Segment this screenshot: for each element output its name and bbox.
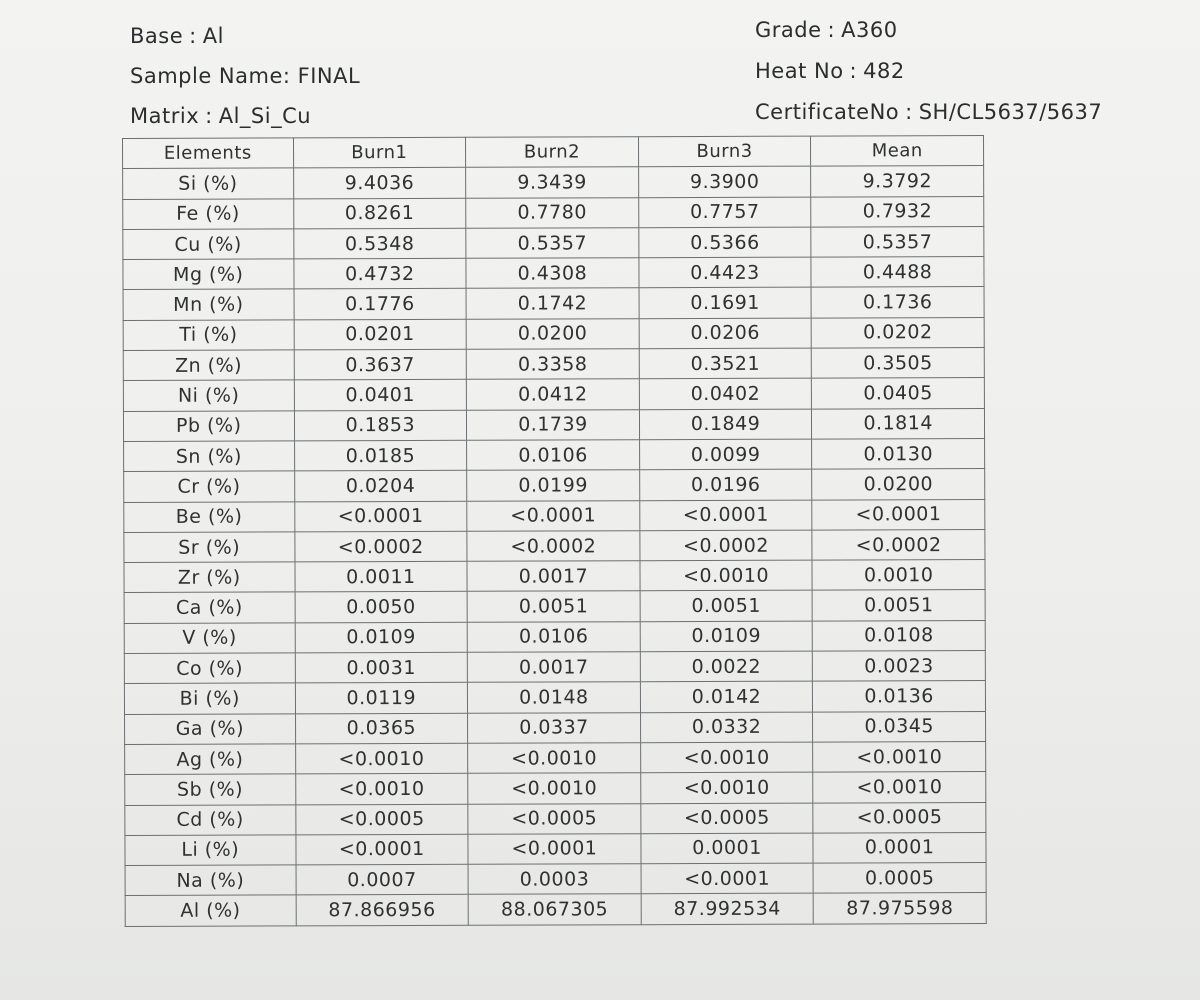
burn1-cell: <0.0005 [295, 804, 468, 835]
base-line [130, 16, 360, 56]
burn2-cell: 0.7780 [466, 197, 639, 228]
mean-cell: 0.4488 [811, 257, 984, 288]
mean-cell: 0.0136 [813, 681, 986, 712]
table-row [125, 832, 986, 865]
burn1-cell: 0.0050 [295, 592, 468, 623]
burn3-cell: 0.5366 [639, 227, 812, 258]
table-row [123, 166, 984, 199]
burn3-cell: 0.0109 [640, 621, 813, 652]
burn3-cell: <0.0005 [641, 803, 814, 834]
burn1-cell: <0.0001 [295, 834, 468, 865]
mean-cell: 0.0202 [811, 317, 984, 348]
colon-separator: : [905, 100, 913, 124]
table-row [123, 226, 984, 259]
mean-cell: 0.1814 [812, 408, 985, 439]
table-row [125, 802, 986, 835]
matrix-value: Al_Si_Cu [218, 104, 312, 128]
burn1-cell: <0.0002 [294, 531, 467, 562]
mean-cell: <0.0005 [813, 802, 986, 833]
burn3-cell: 0.1691 [639, 288, 812, 319]
burn3-cell: 0.0001 [641, 833, 814, 864]
burn3-cell: 0.0402 [639, 378, 812, 409]
mean-cell: 0.0051 [812, 590, 985, 621]
colon-separator: : [205, 104, 213, 128]
burn2-cell: 0.1739 [467, 409, 640, 440]
burn2-cell: 0.5357 [466, 228, 639, 259]
mean-cell: 0.5357 [811, 226, 984, 257]
element-cell: Bi (%) [124, 683, 295, 714]
burn1-cell: 9.4036 [293, 168, 466, 199]
column-header-burn2: Burn2 [466, 137, 639, 168]
burn2-cell: 9.3439 [466, 167, 639, 198]
element-cell: Zn (%) [123, 350, 294, 381]
table-row [125, 741, 986, 774]
element-cell: Ti (%) [123, 320, 294, 351]
table-row [123, 408, 984, 441]
matrix-line [130, 96, 360, 136]
certificate-no-label: CertificateNo [755, 100, 900, 124]
grade-label: Grade [755, 18, 822, 42]
burn3-cell: 87.992534 [641, 894, 814, 925]
header-row [123, 135, 984, 168]
element-cell: Zr (%) [124, 562, 295, 593]
burn1-cell: 0.4732 [293, 258, 466, 289]
table-row [124, 651, 985, 684]
burn2-cell: <0.0002 [467, 531, 640, 562]
burn1-cell: 0.0204 [294, 471, 467, 502]
burn2-cell: <0.0010 [468, 773, 641, 804]
mean-cell: 0.0200 [812, 469, 985, 500]
table-body [123, 166, 987, 926]
burn1-cell: 0.0109 [295, 622, 468, 653]
burn2-cell: 0.0412 [466, 379, 639, 410]
burn2-cell: 88.067305 [468, 894, 641, 925]
burn1-cell: 0.1776 [294, 289, 467, 320]
burn1-cell: 0.0201 [294, 319, 467, 350]
mean-cell: 87.975598 [813, 893, 986, 924]
burn2-cell: <0.0001 [468, 834, 641, 865]
table-row [124, 620, 985, 653]
element-cell: Sb (%) [125, 774, 296, 805]
column-header-burn1: Burn1 [293, 137, 466, 168]
table-row [123, 378, 984, 411]
burn3-cell: <0.0010 [640, 742, 813, 773]
table-row [124, 681, 985, 714]
colon-separator: : [827, 18, 836, 42]
certificate-no-value: SH/CL5637/5637 [918, 100, 1103, 124]
mean-cell: 0.7932 [811, 196, 984, 227]
sample-name-label: Sample Name: [130, 64, 291, 88]
sample-name-line [130, 56, 360, 96]
burn2-cell: <0.0001 [467, 500, 640, 531]
burn3-cell: 0.0206 [639, 318, 812, 349]
burn1-cell: 0.0185 [294, 440, 467, 471]
burn2-cell: 0.0051 [467, 591, 640, 622]
burn2-cell: <0.0010 [468, 743, 641, 774]
burn2-cell: <0.0005 [468, 803, 641, 834]
burn3-cell: 0.4423 [639, 257, 812, 288]
table-row [125, 772, 986, 805]
colon-separator: : [189, 24, 197, 48]
burn2-cell: 0.0148 [468, 682, 641, 713]
burn2-cell: 0.0003 [468, 864, 641, 895]
table-row [123, 196, 984, 229]
mean-cell: 0.0108 [813, 620, 986, 651]
heat-no-value: 482 [863, 59, 905, 83]
mean-cell: 0.0010 [812, 560, 985, 591]
burn2-cell: 0.0337 [468, 712, 641, 743]
burn3-cell: <0.0002 [640, 530, 813, 561]
mean-cell: 0.1736 [811, 287, 984, 318]
element-cell: Sn (%) [124, 441, 295, 472]
element-cell: Cu (%) [123, 229, 294, 260]
burn1-cell: <0.0001 [294, 501, 467, 532]
heat-no-label: Heat No [755, 59, 844, 83]
burn3-cell: 0.0332 [640, 712, 813, 743]
column-header-mean: Mean [811, 135, 984, 166]
element-cell: Be (%) [124, 501, 295, 532]
element-cell: Ca (%) [124, 592, 295, 623]
element-cell: V (%) [124, 623, 295, 654]
mean-cell: 0.0001 [813, 832, 986, 863]
burn2-cell: 0.0200 [466, 318, 639, 349]
element-cell: Pb (%) [123, 411, 294, 442]
element-cell: Cd (%) [125, 804, 296, 835]
burn3-cell: 0.3521 [639, 348, 812, 379]
burn3-cell: <0.0001 [641, 863, 814, 894]
table-row [123, 257, 984, 290]
burn3-cell: 9.3900 [638, 166, 811, 197]
mean-cell: <0.0001 [812, 499, 985, 530]
mean-cell: 0.0005 [813, 863, 986, 894]
base-label: Base [130, 24, 184, 48]
element-cell: Ag (%) [125, 744, 296, 775]
burn2-cell: 0.1742 [466, 288, 639, 319]
mean-cell: <0.0010 [813, 772, 986, 803]
table-row [123, 348, 984, 381]
element-cell: Li (%) [125, 835, 296, 866]
burn3-cell: 0.0196 [639, 469, 812, 500]
burn3-cell: 0.0142 [640, 681, 813, 712]
element-cell: Al (%) [125, 895, 296, 926]
burn3-cell: <0.0010 [640, 772, 813, 803]
burn1-cell: 0.0401 [294, 380, 467, 411]
matrix-label: Matrix [130, 104, 200, 128]
burn1-cell: 0.0007 [296, 864, 469, 895]
burn1-cell: <0.0010 [295, 774, 468, 805]
burn1-cell: 0.8261 [293, 198, 466, 229]
table-row [124, 529, 985, 562]
burn3-cell: 0.7757 [638, 197, 811, 228]
mean-cell: <0.0002 [812, 529, 985, 560]
burn2-cell: 0.4308 [466, 258, 639, 289]
grade-value: A360 [841, 18, 898, 42]
base-value: Al [202, 24, 224, 48]
composition-table [122, 135, 987, 927]
mean-cell: 0.0345 [813, 711, 986, 742]
burn1-cell: <0.0010 [295, 743, 468, 774]
element-cell: Na (%) [125, 865, 296, 896]
burn1-cell: 0.0119 [295, 683, 468, 714]
element-cell: Fe (%) [123, 198, 294, 229]
element-cell: Mg (%) [123, 259, 294, 290]
element-cell: Mn (%) [123, 289, 294, 320]
grade-line [755, 10, 1102, 51]
element-cell: Co (%) [124, 653, 295, 684]
element-cell: Ni (%) [123, 380, 294, 411]
mean-cell: 0.3505 [812, 348, 985, 379]
burn3-cell: 0.1849 [639, 409, 812, 440]
mean-cell: 9.3792 [811, 166, 984, 197]
colon-separator: : [849, 59, 858, 83]
table-row [124, 560, 985, 593]
table-header [123, 135, 984, 168]
burn3-cell: 0.0022 [640, 651, 813, 682]
burn2-cell: 0.0199 [467, 470, 640, 501]
sample-info-left [130, 16, 360, 136]
table-row [125, 893, 986, 926]
table-row [124, 499, 985, 532]
burn1-cell: 87.866956 [296, 895, 469, 926]
table-row [123, 317, 984, 350]
burn1-cell: 0.5348 [293, 228, 466, 259]
column-header-burn3: Burn3 [638, 136, 811, 167]
burn1-cell: 0.0365 [295, 713, 468, 744]
burn2-cell: 0.0017 [467, 652, 640, 683]
table-row [125, 863, 986, 896]
burn2-cell: 0.0106 [467, 621, 640, 652]
column-header-elements: Elements [123, 138, 294, 169]
element-cell: Cr (%) [124, 471, 295, 502]
burn3-cell: <0.0010 [640, 560, 813, 591]
burn2-cell: 0.0106 [467, 440, 640, 471]
table-row [124, 438, 985, 471]
mean-cell: 0.0023 [813, 651, 986, 682]
burn1-cell: 0.1853 [294, 410, 467, 441]
burn2-cell: 0.0017 [467, 561, 640, 592]
table-row [125, 711, 986, 744]
table-row [123, 287, 984, 320]
sample-info-right [755, 10, 1102, 133]
element-cell: Si (%) [123, 168, 294, 199]
burn2-cell: 0.3358 [466, 349, 639, 380]
element-cell: Sr (%) [124, 532, 295, 563]
element-cell: Ga (%) [125, 714, 296, 745]
table-row [124, 469, 985, 502]
burn1-cell: 0.0031 [295, 652, 468, 683]
burn1-cell: 0.3637 [294, 349, 467, 380]
mean-cell: 0.0405 [812, 378, 985, 409]
burn3-cell: <0.0001 [640, 500, 813, 531]
mean-cell: 0.0130 [812, 438, 985, 469]
heat-no-line [755, 51, 1102, 92]
table-row [124, 590, 985, 623]
burn3-cell: 0.0099 [639, 439, 812, 470]
mean-cell: <0.0010 [813, 741, 986, 772]
burn3-cell: 0.0051 [640, 591, 813, 622]
burn1-cell: 0.0011 [294, 561, 467, 592]
certificate-no-line [755, 92, 1102, 133]
sample-name-value: FINAL [297, 64, 361, 88]
